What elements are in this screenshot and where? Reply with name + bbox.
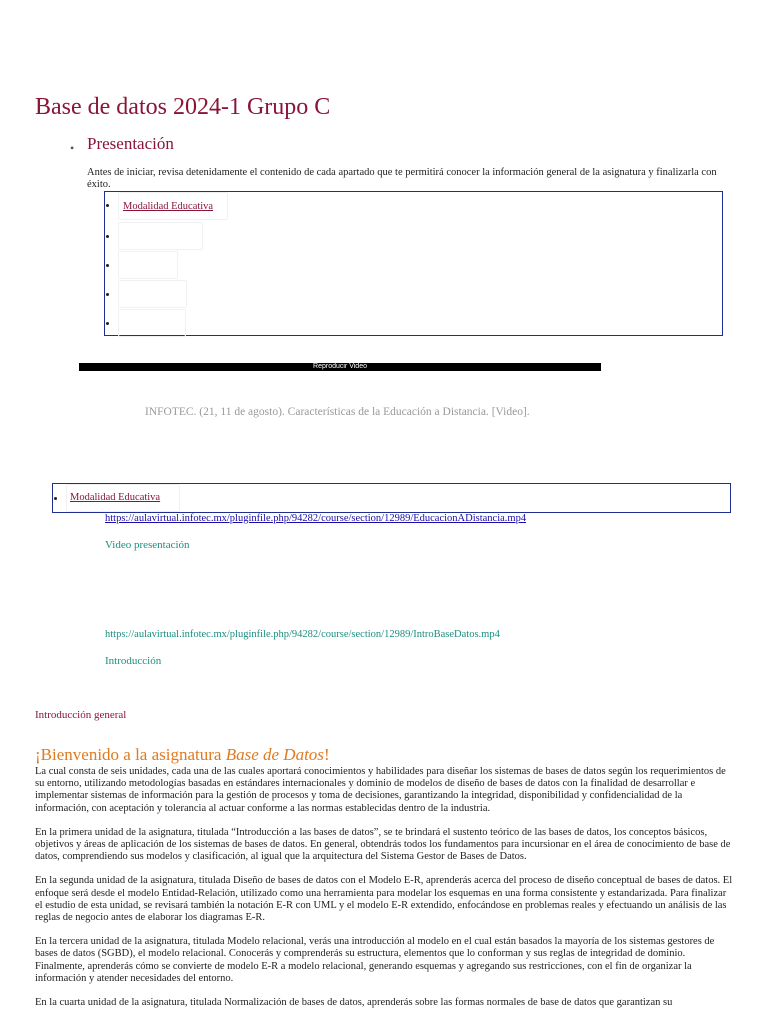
tab-list-bottom — [52, 483, 731, 513]
course-title: Base de datos 2024-1 Grupo C — [35, 94, 331, 120]
intro-video-url[interactable]: https://aulavirtual.infotec.mx/pluginfile.php/94282/course/section/12989/IntroBaseDatos.mp4 — [105, 629, 500, 640]
tab-modalidad-educativa-label[interactable]: Modalidad Educativa — [70, 492, 161, 503]
tab-pill[interactable] — [118, 222, 203, 250]
introduccion-general-label: Introducción general — [35, 709, 127, 721]
section-title[interactable]: Presentación — [87, 134, 174, 153]
welcome-course-name: Base de Datos — [225, 745, 324, 764]
bullet-icon — [54, 497, 57, 500]
welcome-prefix: ¡Bienvenido a la asignatura — [35, 745, 226, 764]
paragraph: En la cuarta unidad de la asignatura, titulada Normalización de bases de datos, aprenderás sobre las formas normales de base de datos que garantizan su — [35, 997, 673, 1009]
tab-item-2[interactable] — [105, 221, 205, 250]
tab-item-5[interactable] — [105, 308, 195, 337]
bullet-icon — [106, 264, 109, 267]
paragraph: En la primera unidad de la asignatura, titulada “Introducción a las bases de datos”, se te brindará el sustento teórico de las bases de datos, los conceptos básicos, objetivos y áreas de aplicación de los sistemas de bases de datos. En general, obtendrás todos los fundamentos para incursionar en el área de conocimiento de base de datos, comprendiendo sus modelos y clasificación, al igual que la arquitectura del Sistema Gestor de Bases de Datos. — [35, 826, 731, 863]
bullet-icon — [106, 293, 109, 296]
bullet-icon — [106, 322, 109, 325]
section-bullet: • — [70, 141, 75, 155]
intro-body — [35, 766, 733, 1021]
introduccion-label: Introducción — [105, 655, 162, 667]
play-video-button[interactable]: Reproducir Video — [313, 363, 367, 370]
welcome-heading — [35, 745, 330, 765]
tab-item-4[interactable] — [105, 279, 195, 308]
video-url-link[interactable]: https://aulavirtual.infotec.mx/pluginfile.php/94282/course/section/12989/EducacionADistancia.mp4 — [105, 513, 527, 524]
tab-pill[interactable] — [118, 251, 178, 279]
welcome-suffix: ! — [323, 745, 330, 764]
tab-item-3[interactable] — [105, 250, 185, 279]
tab-pill[interactable] — [118, 280, 187, 308]
video-presentacion-label: Video presentación — [105, 539, 190, 551]
paragraph: En la tercera unidad de la asignatura, titulada Modelo relacional, verás una introducción al modelo en el cual están basados la mayoría de los sistemas gestores de bases de datos (SGBD), el modelo relacional. Conocerás y comprenderás su estructura, elementos que lo conforman y sus reglas de integridad de dominio. Finalmente, aprenderás cómo se convierte de modelo E-R a modelo relacional, generando esquemas y agregando sus restricciones, con el fin de organizar la información y atender necesidades del entorno. — [35, 936, 715, 984]
paragraph: La cual consta de seis unidades, cada una de las cuales aportará conocimientos y habilidades para diseñar los sistemas de bases de datos según los requerimientos de su entorno, utilizando metodologías basadas en estándares internacionales y dominio de modelos de diseño de bases de datos con la finalidad de desarrollar e implementar sistemas de información para la gestión de procesos y toma de decisiones, garantizando la integridad, disponibilidad y confidencialidad de la información, con aceptación y tolerancia al actuar conforme a las normas establecidas dentro de la industria. — [35, 766, 726, 814]
video-citation: INFOTEC. (21, 11 de agosto). Características de la Educación a Distancia. [Video]. — [145, 406, 530, 418]
tab-modalidad-educativa[interactable] — [105, 192, 230, 221]
tab-label[interactable]: Modalidad Educativa — [123, 201, 214, 212]
bullet-icon — [106, 235, 109, 238]
tab-list-top — [104, 191, 723, 336]
intro-note: Antes de iniciar, revisa detenidamente el contenido de cada apartado que te permitirá conocer la información general de la asignatura y finalizarla con éxito. — [87, 167, 717, 190]
tab-pill[interactable] — [118, 309, 186, 337]
paragraph: En la segunda unidad de la asignatura, titulada Diseño de bases de datos con el Modelo E-R, aprenderás acerca del proceso de diseño conceptual de bases de datos. El enfoque será desde el modelo Entidad-Relación, utilizado como una herramienta para modelar los esquemas en una forma consistente y estandarizada. Para finalizar el estudio de esta unidad, se revisará también la notación E-R con UML y el modelo E-R extendido, enfocándose en problemas reales y efectuando un análisis de las reglas de negocio antes de elaborar los diagramas E-R. — [35, 875, 733, 924]
bullet-icon — [106, 204, 109, 207]
